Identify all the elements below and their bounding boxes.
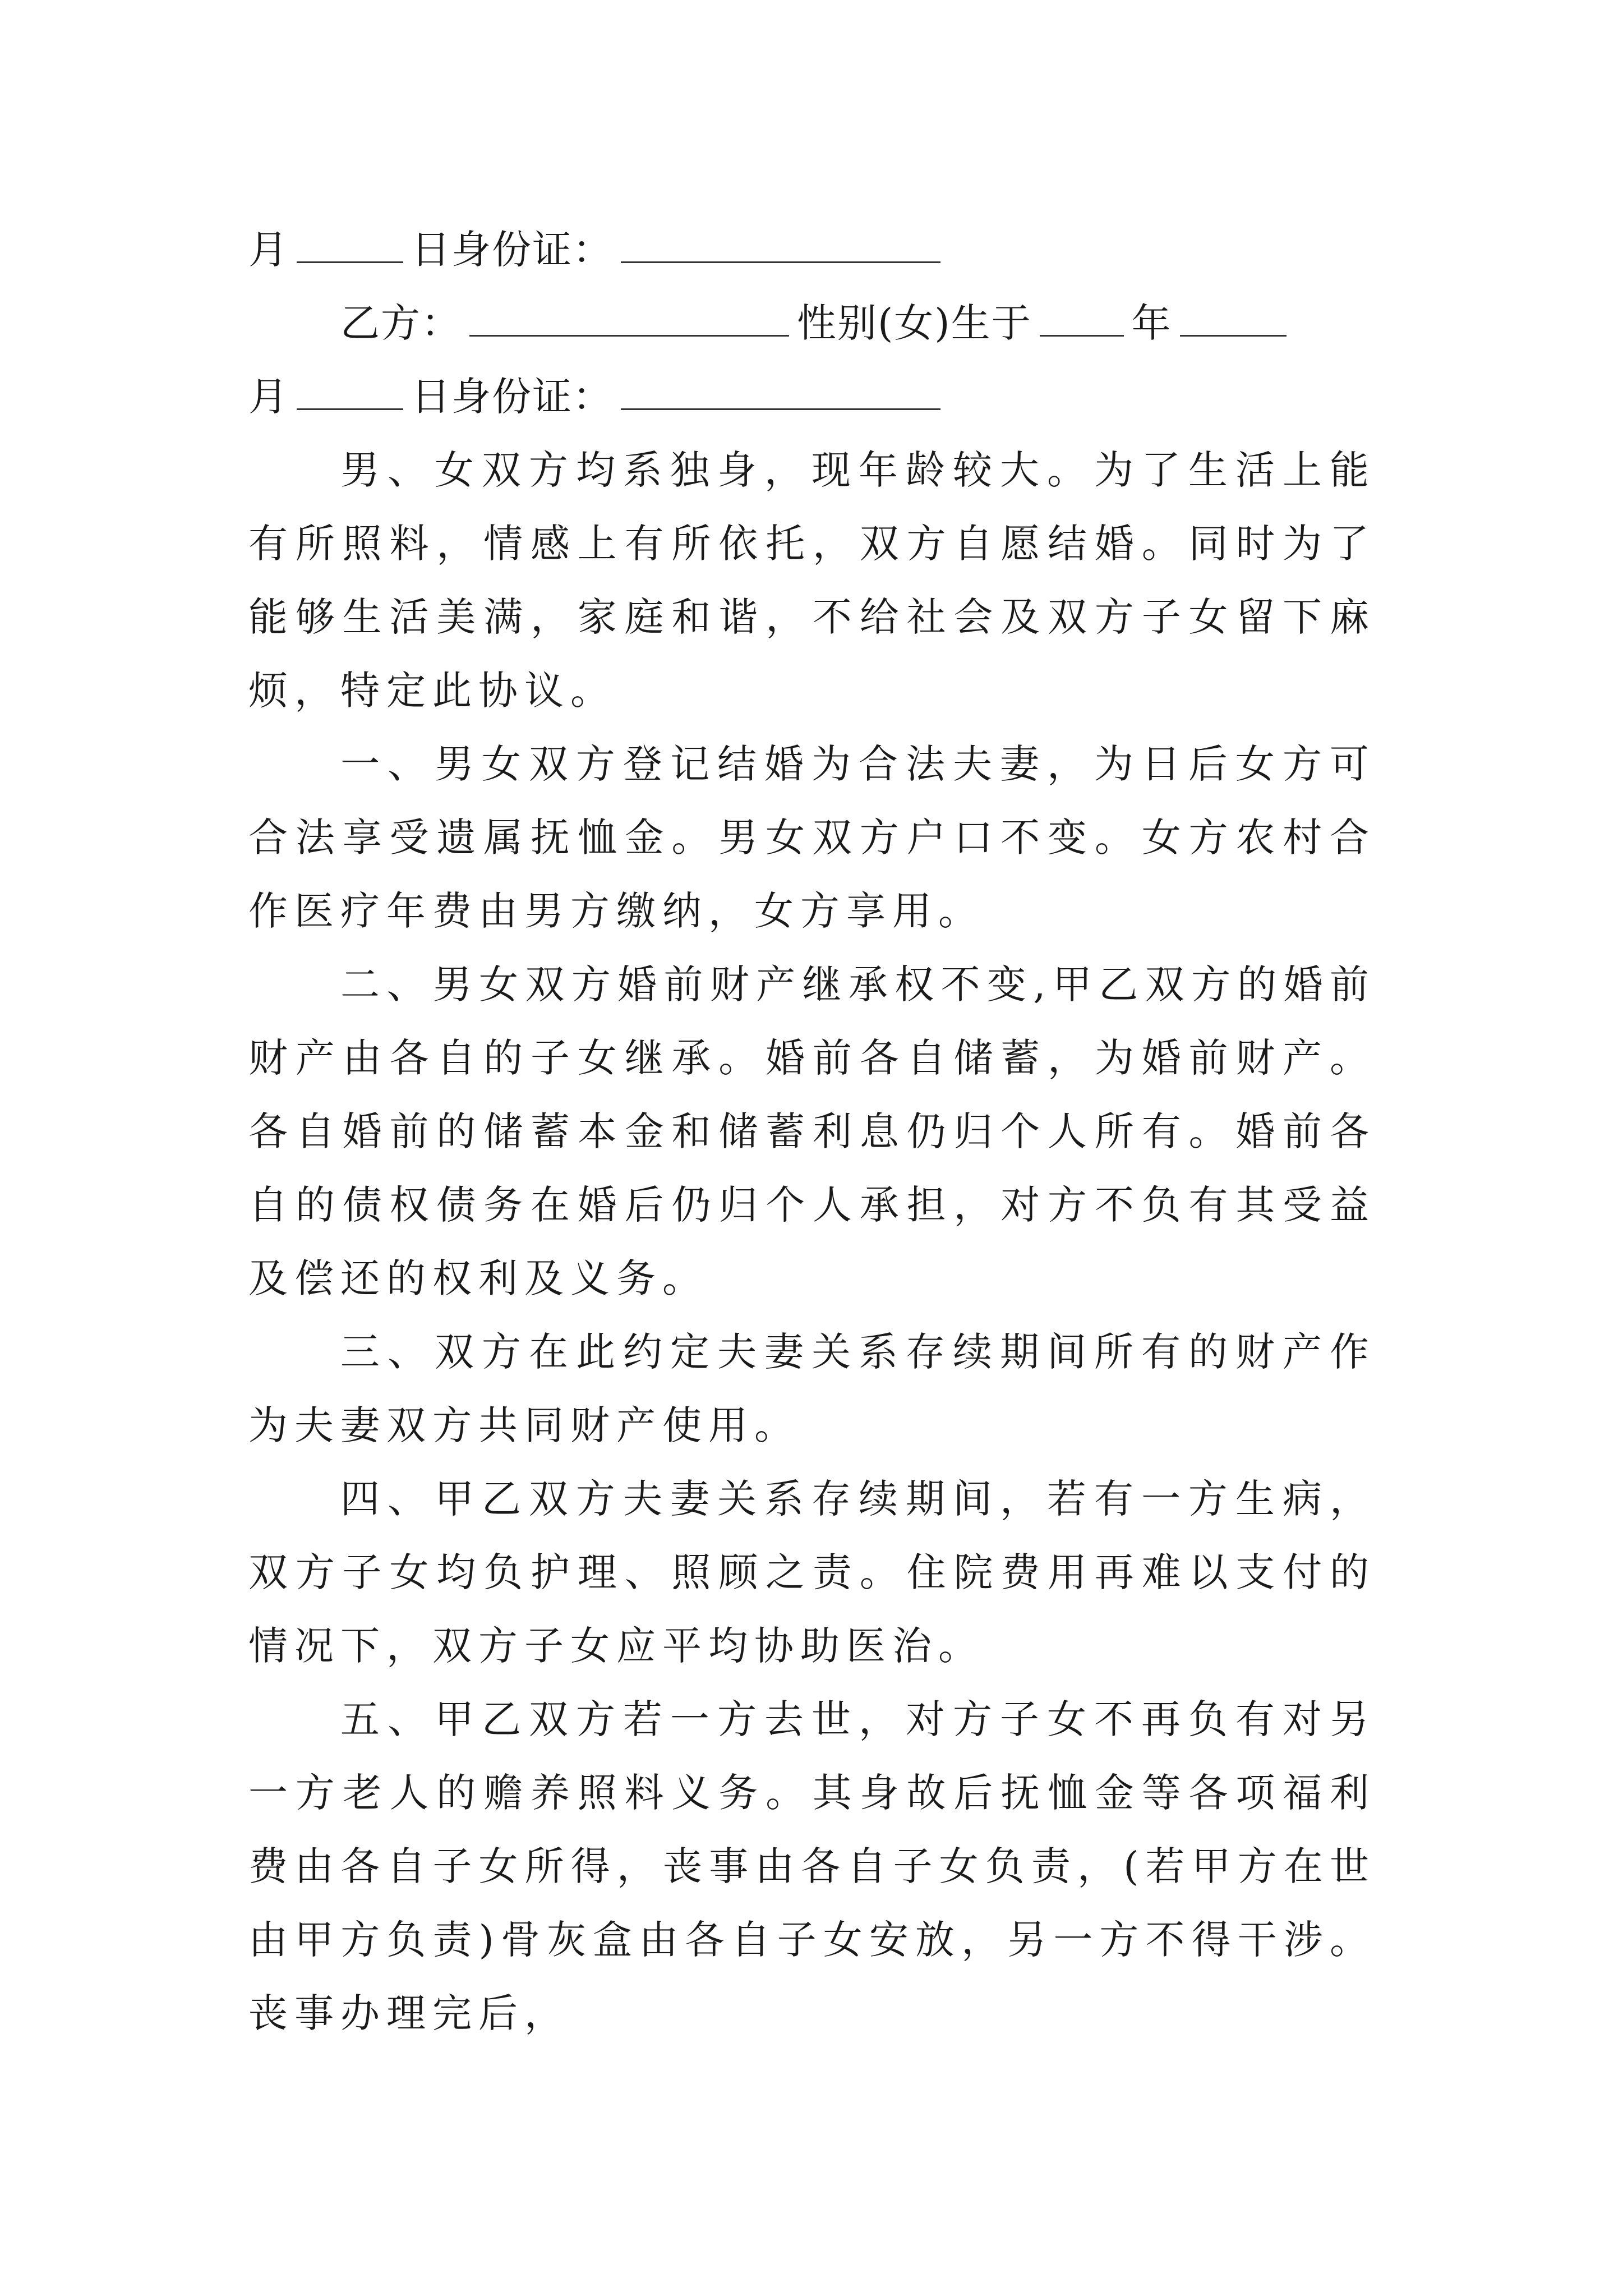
paragraph-clause-3: 三、双方在此约定夫妻关系存续期间所有的财产作为夫妻双方共同财产使用。 [248,1329,1376,1448]
year-label: 年 [1131,300,1172,346]
header-line-1 [248,213,1376,287]
birth-year-blank [1040,302,1124,337]
id-number-blank [621,229,940,263]
paragraph-clause-2: 二、男女双方婚前财产继承权不变,甲乙双方的婚前财产由各自的子女继承。婚前各自储蓄，为婚前财产。各自婚前的储蓄本金和储蓄利息仍归个人所有。婚前各自的债权债务在婚后仍归个人承担，对方不负有其受益及偿还的权利及义务。 [248,961,1376,1301]
birth-month-blank [1180,302,1287,337]
paragraph-clause-1: 一、男女双方登记结婚为合法夫妻，为日后女方可合法享受遗属抚恤金。男女双方户口不变。女方农村合作医疗年费由男方缴纳，女方享用。 [248,741,1376,934]
id-number-blank [621,376,940,410]
month-label: 月 [248,227,289,273]
header-line-3 [248,360,1376,434]
paragraph-clause-5: 五、甲乙双方若一方去世，对方子女不再负有对另一方老人的赡养照料义务。其身故后抚恤金等各项福利费由各自子女所得，丧事由各自子女负责，(若甲方在世由甲方负责)骨灰盒由各自子女安放，另一方不得干涉。丧事办理完后， [248,1696,1376,2036]
month-label: 月 [248,374,289,420]
day-id-label: 日身份证： [411,227,613,273]
gender-label: 性别(女)生于 [797,300,1032,346]
party-b-name-blank [469,302,789,337]
document-page [248,213,1376,2050]
day-id-label: 日身份证： [411,374,613,420]
paragraph-preamble: 男、女双方均系独身，现年龄较大。为了生活上能有所照料，情感上有所依托，双方自愿结婚。同时为了能够生活美满，家庭和谐，不给社会及双方子女留下麻烦，特定此协议。 [248,447,1376,714]
header-line-2 [248,287,1376,360]
month-blank [297,376,403,410]
paragraph-clause-4: 四、甲乙双方夫妻关系存续期间，若有一方生病，双方子女均负护理、照顾之责。住院费用再难以支付的情况下，双方子女应平均协助医治。 [248,1476,1376,1669]
month-blank [297,229,403,263]
party-b-label: 乙方： [340,300,462,346]
